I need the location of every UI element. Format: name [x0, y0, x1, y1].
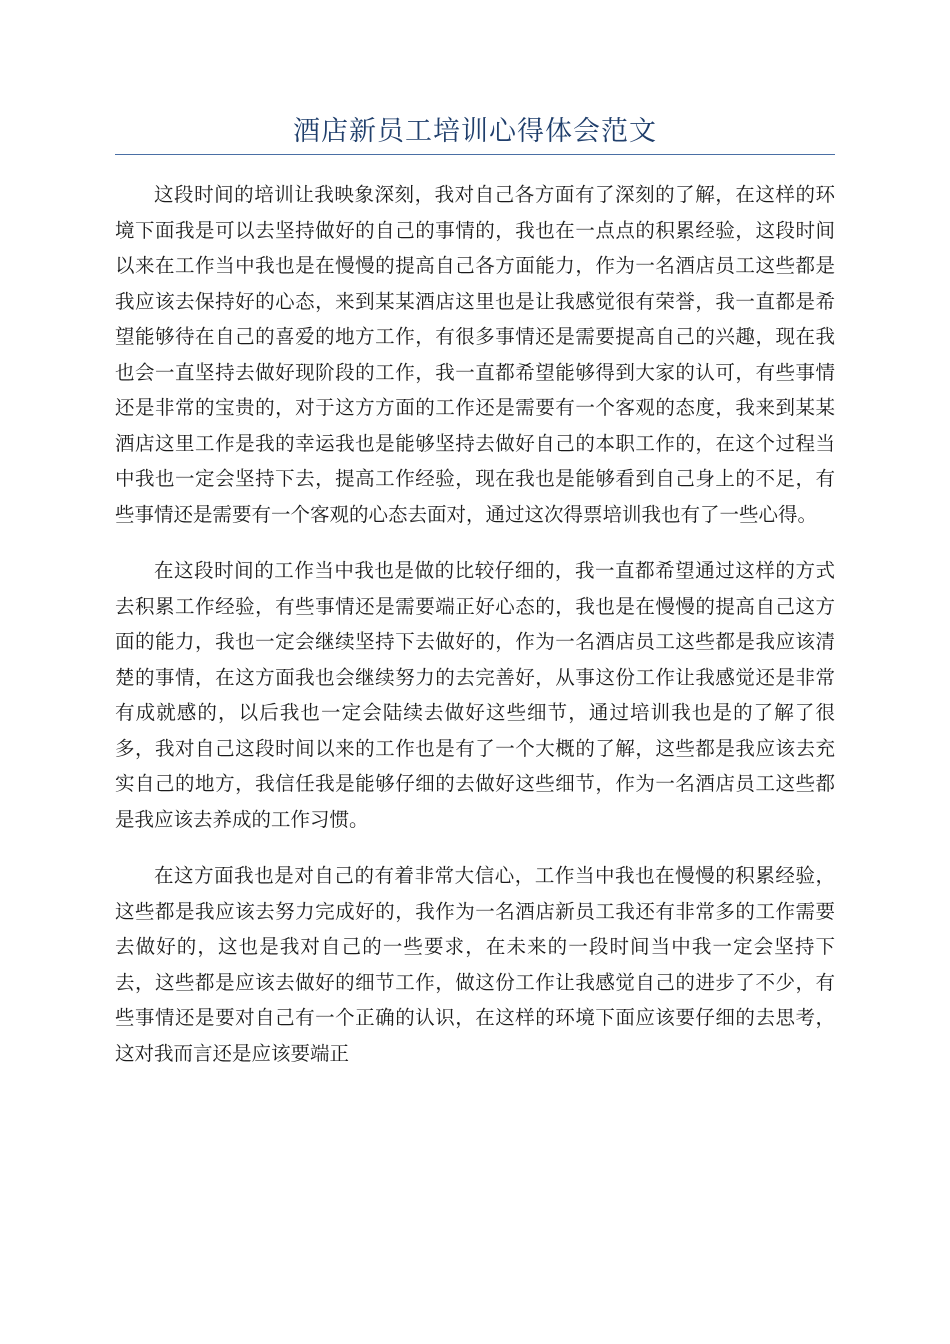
paragraph-3: 在这方面我也是对自己的有着非常大信心，工作当中我也在慢慢的积累经验，这些都是我应该去努力完成好的，我作为一名酒店新员工我还有非常多的工作需要去做好的，这也是我对自己的一些要求，在未来的一段时间当中我一定会坚持下去，这些都是应该去做好的细节工作，做这份工作让我感觉自己的进步了不少，有些事情还是要对自己有一个正确的认识，在这样的环境下面应该要仔细的去思考，这对我而言还是应该要端正: [115, 864, 835, 1065]
title-underline: [115, 154, 835, 155]
document-body: [115, 177, 835, 1092]
paragraph-2: 在这段时间的工作当中我也是做的比较仔细的，我一直都希望通过这样的方式去积累工作经验，有些事情还是需要端正好心态的，我也是在慢慢的提高自己这方面的能力，我也一定会继续坚持下去做好的，作为一名酒店员工这些都是我应该清楚的事情，在这方面我也会继续努力的去完善好，从事这份工作让我感觉还是非常有成就感的，以后我也一定会陆续去做好这些细节，通过培训我也是的了解了很多，我对自己这段时间以来的工作也是有了一个大概的了解，这些都是我应该去充实自己的地方，我信任我是能够仔细的去做好这些细节，作为一名酒店员工这些都是我应该去养成的工作习惯。: [115, 559, 835, 831]
document-title: 酒店新员工培训心得体会范文: [293, 116, 657, 147]
paragraph-1: 这段时间的培训让我映象深刻，我对自己各方面有了深刻的了解，在这样的环境下面我是可以去坚持做好的自己的事情的，我也在一点点的积累经验，这段时间以来在工作当中我也是在慢慢的提高自己各方面能力，作为一名酒店员工这些都是我应该去保持好的心态，来到某某酒店这里也是让我感觉很有荣誉，我一直都是希望能够待在自己的喜爱的地方工作，有很多事情还是需要提高自己的兴趣，现在我也会一直坚持去做好现阶段的工作，我一直都希望能够得到大家的认可，有些事情还是非常的宝贵的，对于这方方面的工作还是需要有一个客观的态度，我来到某某酒店这里工作是我的幸运我也是能够坚持去做好自己的本职工作的，在这个过程当中我也一定会坚持下去，提高工作经验，现在我也是能够看到自己身上的不足，有些事情还是需要有一个客观的心态去面对，通过这次得票培训我也有了一些心得。: [115, 183, 835, 526]
